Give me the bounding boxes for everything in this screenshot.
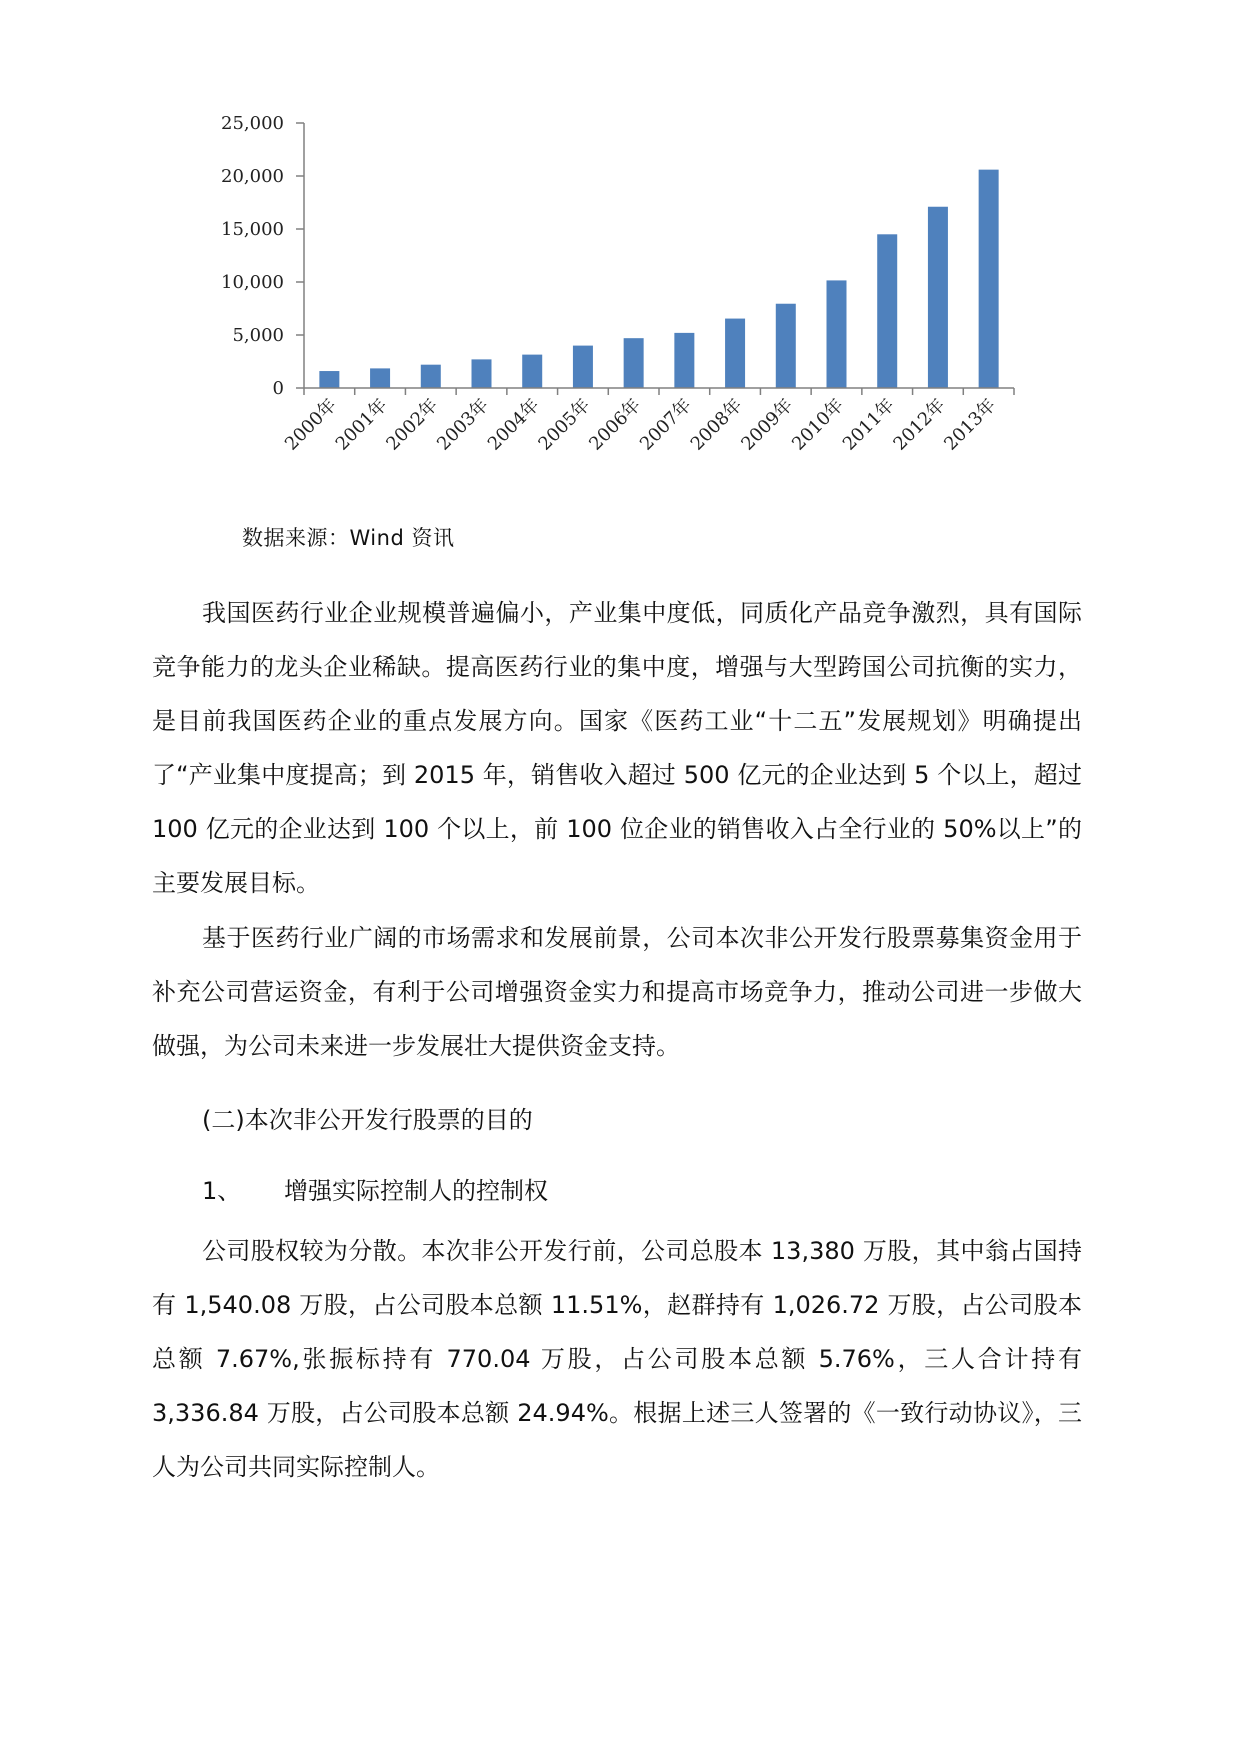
x-axis xyxy=(280,388,1014,455)
y-tick-label: 20,000 xyxy=(221,166,284,187)
bar xyxy=(370,368,390,388)
x-tick-label: 2003年 xyxy=(433,394,494,455)
y-axis xyxy=(221,113,304,399)
x-tick-label: 2009年 xyxy=(737,394,798,455)
x-tick-label: 2008年 xyxy=(686,394,747,455)
x-tick-label: 2004年 xyxy=(483,394,544,455)
x-tick-label: 2006年 xyxy=(585,394,646,455)
x-tick-label: 2013年 xyxy=(940,394,1001,455)
bar-chart xyxy=(0,0,1240,500)
x-tick-label: 2000年 xyxy=(280,394,341,455)
bar xyxy=(776,304,796,388)
section-heading: (二)本次非公开发行股票的目的 xyxy=(202,1106,533,1134)
bar xyxy=(522,355,542,388)
y-tick-label: 10,000 xyxy=(221,272,284,293)
bar xyxy=(725,319,745,388)
bar xyxy=(573,346,593,388)
y-tick-label: 15,000 xyxy=(221,219,284,240)
x-tick-label: 2007年 xyxy=(635,394,696,455)
y-tick-label: 25,000 xyxy=(221,113,284,134)
x-tick-label: 2010年 xyxy=(788,394,849,455)
bar xyxy=(421,365,441,388)
paragraph-fund-purpose: 基于医药行业广阔的市场需求和发展前景，公司本次非公开发行股票募集资金用于补充公司营运资金，有利于公司增强资金实力和提高市场竞争力，推动公司进一步做大做强，为公司未来进一步发展壮大提供资金支持。 xyxy=(152,924,1082,1060)
paragraph-shareholding: 公司股权较为分散。本次非公开发行前，公司总股本 13,380 万股，其中翁占国持有 1,540.08 万股，占公司股本总额 11.51%，赵群持有 1,026.72 万股，占公司股本总额 7.67%,张振标持有 770.04 万股，占公司股本总额 5.76%，三人合计持有 3,336.84 万股，占公司股本总额 24.94%。根据上述三人签署的《一致行动协议》，三人为公司共同实际控制人。 xyxy=(152,1237,1082,1481)
subsection-heading xyxy=(202,1171,548,1206)
bar xyxy=(979,170,999,388)
bar xyxy=(674,333,694,388)
x-tick-label: 2002年 xyxy=(382,394,443,455)
data-source-note: 数据来源：Wind 资讯 xyxy=(242,526,455,550)
y-tick-label: 0 xyxy=(272,378,284,399)
bar xyxy=(827,280,847,388)
x-tick-label: 2005年 xyxy=(534,394,595,455)
bar xyxy=(877,234,897,388)
paragraph-industry-concentration: 我国医药行业企业规模普遍偏小，产业集中度低，同质化产品竞争激烈，具有国际竞争能力的龙头企业稀缺。提高医药行业的集中度，增强与大型跨国公司抗衡的实力，是目前我国医药企业的重点发展方向。国家《医药工业“十二五”发展规划》明确提出了“产业集中度提高；到 2015 年，销售收入超过 500 亿元的企业达到 5 个以上，超过 100 亿元的企业达到 100 个以上，前 100 位企业的销售收入占全行业的 50%以上”的主要发展目标。 xyxy=(152,599,1082,897)
x-tick-label: 2011年 xyxy=(838,394,899,455)
bars xyxy=(319,170,998,388)
subsection-title: 增强实际控制人的控制权 xyxy=(284,1177,548,1205)
x-tick-label: 2001年 xyxy=(331,394,392,455)
bar xyxy=(624,338,644,388)
bar xyxy=(319,371,339,388)
y-tick-label: 5,000 xyxy=(232,325,284,346)
bar xyxy=(472,359,492,388)
bar xyxy=(928,207,948,388)
subsection-number: 1、 xyxy=(202,1177,242,1205)
x-tick-label: 2012年 xyxy=(889,394,950,455)
